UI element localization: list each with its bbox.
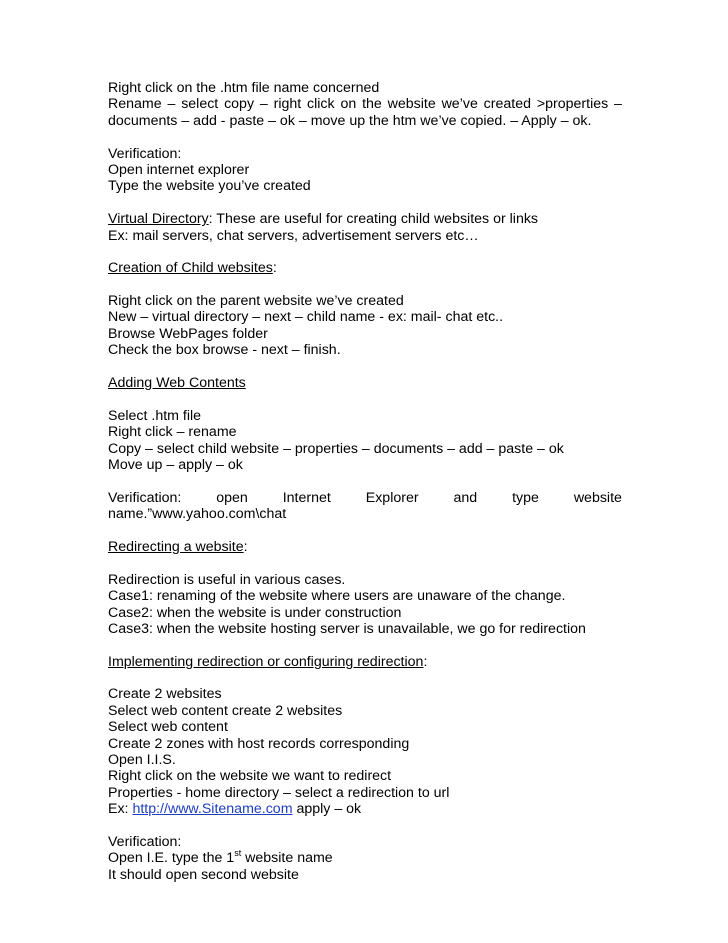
word: – — [614, 96, 622, 113]
text-line: Check the box browse - next – finish. — [108, 342, 341, 359]
text-line: documents – add - paste – ok – move up the htm we’ve copied. – Apply – ok. — [108, 112, 592, 129]
section-heading-implementing-redirection: Implementing redirection or configuring redirection — [108, 653, 424, 670]
verification-label: Verification: — [108, 145, 182, 162]
text-line: Open I.I.S. — [108, 752, 176, 769]
text-line: Create 2 zones with host records corresponding — [108, 735, 410, 752]
word: we’ve — [441, 96, 478, 113]
text-line: Browse WebPages folder — [108, 325, 268, 342]
text-line: Right click on the website we want to redirect — [108, 768, 392, 785]
word: the — [362, 96, 382, 113]
verification-label: Verification: — [108, 833, 182, 850]
text-line: Ex: mail servers, chat servers, advertisement servers etc… — [108, 227, 479, 244]
adding-web-contents-heading-line — [108, 375, 622, 391]
text-line: It should open second website — [108, 866, 299, 883]
text-line: Case3: when the website hosting server is unavailable, we go for redirection — [108, 620, 586, 637]
text-line: Right click on the parent website we’ve created — [108, 293, 404, 310]
heading-description: : These are useful for creating child websites or links — [208, 211, 539, 228]
text-line: Case1: renaming of the website where users are unaware of the change. — [108, 588, 566, 605]
word: right — [273, 96, 302, 113]
section-heading-virtual-directory: Virtual Directory — [108, 211, 209, 228]
word: on — [340, 96, 357, 113]
word: copy — [224, 96, 255, 113]
section-heading-child-websites: Creation of Child websites — [108, 260, 273, 277]
redirecting-heading-line: Redirecting a website: — [108, 538, 248, 555]
word: type — [512, 489, 539, 506]
text-line: Select web content — [108, 719, 228, 736]
word: click — [307, 96, 335, 113]
justified-text-line — [108, 490, 622, 506]
text-line: Move up – apply – ok — [108, 456, 243, 473]
sitename-link[interactable]: http://www.Sitename.com — [132, 801, 293, 818]
text-line: Open I.E. type the 1st website name — [108, 847, 333, 867]
word: and — [453, 489, 478, 506]
ordinal-superscript: st — [234, 847, 242, 858]
text-line: Select .htm file — [108, 407, 202, 424]
word: select — [181, 96, 219, 113]
example-url-line: Ex: http://www.Sitename.com apply – ok — [108, 801, 362, 818]
text-line: Properties - home directory – select a redirection to url — [108, 784, 450, 801]
word: Rename — [108, 96, 162, 113]
justified-text-line — [108, 96, 622, 112]
word: >properties — [536, 96, 609, 113]
word: website — [387, 96, 436, 113]
text-line: Right click on the .htm file name concerned — [108, 80, 380, 96]
text-line: name.”www.yahoo.com\chat — [108, 506, 287, 523]
implementing-heading-line: Implementing redirection or configuring redirection: — [108, 653, 428, 670]
child-websites-heading-line: Creation of Child websites: — [108, 260, 277, 277]
word: – — [259, 96, 268, 113]
word: website — [573, 489, 622, 506]
text-line: Right click – rename — [108, 424, 237, 441]
text-line: Open internet explorer — [108, 161, 250, 178]
word: Explorer — [365, 489, 419, 506]
text-line: Case2: when the website is under construction — [108, 604, 402, 621]
word: created — [483, 96, 531, 113]
word: Internet — [282, 489, 331, 506]
word: Verification: — [108, 489, 182, 506]
text-line: Select web content create 2 websites — [108, 702, 343, 719]
word: open — [216, 489, 248, 506]
text-line: Type the website you’ve created — [108, 178, 311, 195]
word: – — [167, 96, 176, 113]
section-heading-adding-web-contents: Adding Web Contents — [108, 375, 246, 392]
section-heading-redirecting: Redirecting a website — [108, 538, 244, 555]
text-line: Create 2 websites — [108, 686, 222, 703]
virtual-directory-line — [108, 211, 622, 227]
text-line: New – virtual directory – next – child name - ex: mail- chat etc.. — [108, 309, 504, 326]
text-line: Redirection is useful in various cases. — [108, 571, 346, 588]
document-page — [108, 80, 622, 883]
text-line: Copy – select child website – properties – documents – add – paste – ok — [108, 440, 564, 457]
